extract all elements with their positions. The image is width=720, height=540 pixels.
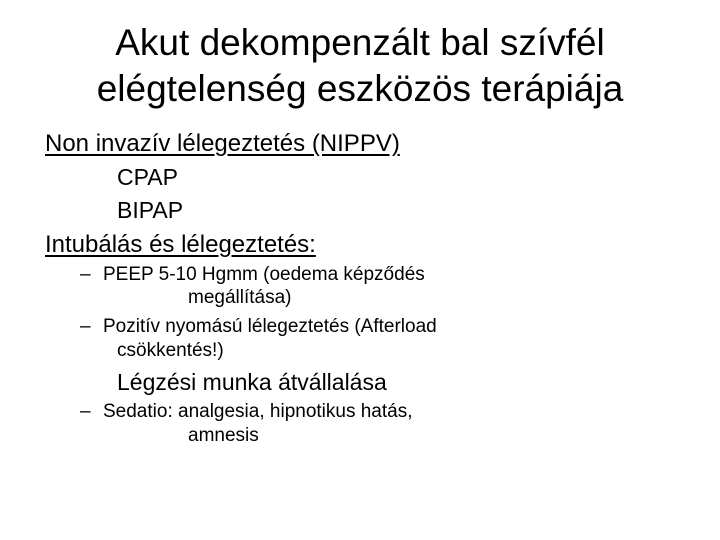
dash-marker: – bbox=[80, 401, 91, 422]
bullet-sedation-line1: Sedatio: analgesia, hipnotikus hatás, bbox=[103, 401, 413, 422]
bullet-peep-line1: PEEP 5-10 Hgmm (oedema képződés bbox=[103, 264, 425, 285]
section-heading-intubation: Intubálás és lélegeztetés: bbox=[45, 231, 316, 258]
bullet-peep-line2: megállítása) bbox=[188, 287, 292, 308]
bullet-positive-pressure-line1: Pozitív nyomású lélegeztetés (Afterload bbox=[103, 316, 437, 337]
bullet-positive-pressure-line2: csökkentés!) bbox=[117, 340, 224, 361]
bullet-sedation-line2: amnesis bbox=[188, 425, 259, 446]
title-line-1: Akut dekompenzált bal szívfél bbox=[115, 22, 605, 63]
section-heading-nippv: Non invazív lélegeztetés (NIPPV) bbox=[45, 130, 400, 157]
dash-marker: – bbox=[80, 264, 91, 285]
title-line-2: elégtelenség eszközös terápiája bbox=[96, 68, 624, 109]
item-cpap: CPAP bbox=[117, 164, 178, 190]
dash-marker: – bbox=[80, 316, 91, 337]
item-bipap: BIPAP bbox=[117, 197, 184, 223]
item-breathing-work: Légzési munka átvállalása bbox=[117, 369, 387, 395]
